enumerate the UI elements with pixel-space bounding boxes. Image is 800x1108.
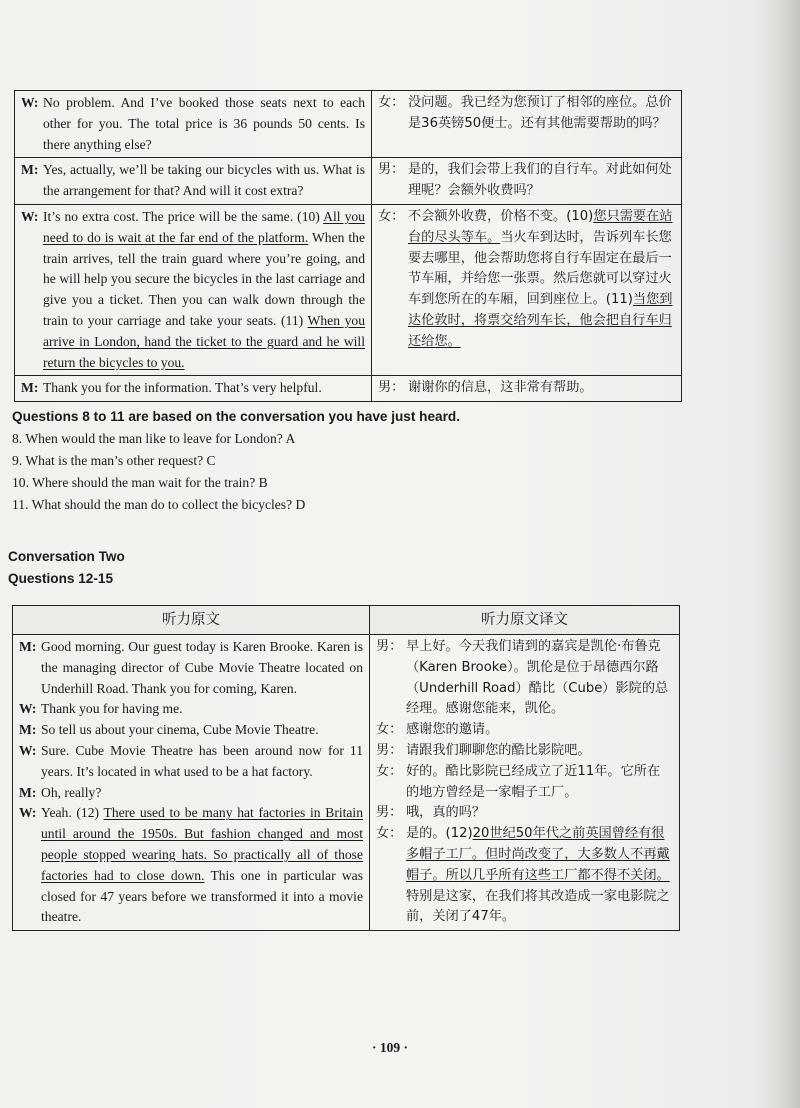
dialogue-row bbox=[15, 91, 682, 158]
underlined-answer: When you arrive in London, hand the ticket to the guard and he will return the bicycles to you. bbox=[43, 312, 366, 370]
text-segment: 没问题。我已经为您预订了相邻的座位。总价是36英镑50便士。还有其他需要帮助的吗？ bbox=[408, 95, 672, 131]
question-item: 9. What is the man’s other request? C bbox=[12, 453, 216, 468]
transcript-line bbox=[21, 160, 365, 202]
translation-line bbox=[378, 93, 675, 135]
transcript-cell bbox=[15, 204, 372, 375]
text-segment: 谢谢你的信息，这非常有帮助。 bbox=[408, 380, 593, 396]
underlined-answer: 当您到达伦敦时，将票交给列车长，他会把自行车归还给您。 bbox=[408, 292, 673, 349]
translation-line bbox=[376, 824, 673, 928]
speaker-label: W: bbox=[19, 805, 37, 821]
speaker-label: W: bbox=[19, 701, 37, 717]
text-segment: Oh, really? bbox=[41, 784, 102, 800]
transcript-line bbox=[21, 93, 365, 155]
speaker-label: 女： bbox=[376, 722, 403, 738]
transcript-cell bbox=[15, 376, 372, 402]
speaker-label: W: bbox=[21, 95, 39, 110]
speaker-label: 男： bbox=[376, 805, 403, 821]
speaker-label: 男： bbox=[378, 162, 405, 178]
translation-line bbox=[376, 637, 673, 720]
header-translation: 听力原文译文 bbox=[370, 606, 680, 635]
text-segment: This one in particular was closed for 47 years before we transformed it into a movie theatre. bbox=[41, 867, 363, 925]
transcript-line bbox=[21, 378, 365, 399]
transcript-line bbox=[19, 783, 363, 804]
transcript-line bbox=[19, 699, 363, 720]
question-item: 10. Where should the man wait for the train? B bbox=[12, 475, 268, 490]
speaker-label: W: bbox=[21, 208, 39, 224]
underlined-answer: There used to be many hat factories in Britain until around the 1950s. But fashion changed and most people stopped wearing hats. So practically all of those factories had to close down. bbox=[41, 805, 364, 883]
translation-line bbox=[378, 378, 675, 399]
text-segment: 不会额外收费，价格不变。(10) bbox=[408, 208, 594, 224]
text-segment: Yes, actually, we’ll be taking our bicycles with us. What is the arrangement for that? And will it cost extra? bbox=[43, 162, 365, 199]
text-segment: No problem. And I’ve booked those seats next to each other for you. The total price is 36 pounds 50 cents. Is there anything else? bbox=[43, 95, 365, 152]
speaker-label: M: bbox=[19, 784, 37, 800]
speaker-label: M: bbox=[21, 162, 39, 178]
utterance-text bbox=[406, 637, 673, 720]
utterance-text bbox=[43, 207, 365, 373]
speaker-label: W: bbox=[19, 742, 37, 758]
speaker-label: 男： bbox=[376, 742, 403, 758]
translation-line bbox=[376, 741, 673, 762]
text-segment: Yeah. (12) bbox=[41, 805, 104, 821]
underlined-answer: 20世纪50年代之前英国曾经有很多帽子工厂。但时尚改变了，大多数人不再戴帽子。所以几乎所有这些工厂都不得不关闭。 bbox=[406, 826, 670, 883]
utterance-text bbox=[408, 207, 675, 353]
utterance-text bbox=[408, 378, 675, 399]
text-segment: Thank you for having me. bbox=[41, 701, 183, 717]
translation-line bbox=[378, 207, 675, 353]
utterance-text bbox=[41, 637, 363, 699]
utterance-text bbox=[41, 783, 363, 804]
translation-cell bbox=[372, 91, 682, 158]
text-segment: 是的。(12) bbox=[406, 826, 473, 842]
transcript-line bbox=[19, 803, 363, 928]
section-subtitle: Questions 12-15 bbox=[8, 571, 114, 586]
utterance-text bbox=[41, 803, 363, 928]
translation-cell bbox=[372, 204, 682, 375]
utterance-text bbox=[41, 699, 363, 720]
transcript-line bbox=[21, 207, 365, 373]
dialogue-row bbox=[15, 158, 682, 205]
utterance-text bbox=[41, 741, 363, 783]
utterance-text bbox=[43, 378, 365, 399]
transcript-cell bbox=[15, 158, 372, 205]
utterance-text bbox=[43, 160, 365, 202]
page-edge bbox=[778, 0, 800, 1108]
translation-line bbox=[376, 762, 673, 804]
speaker-label: 男： bbox=[378, 380, 405, 396]
underlined-answer: 您只需要在站台的尽头等车。 bbox=[408, 208, 673, 245]
speaker-label: 男： bbox=[376, 639, 403, 654]
text-segment: Good morning. Our guest today is Karen Brooke. Karen is the managing director of Cube Movie Theatre located on Underhill Road. Thank you for coming, Karen. bbox=[41, 639, 363, 696]
speaker-label: 女： bbox=[376, 826, 403, 842]
text-segment: 感谢您的邀请。 bbox=[406, 722, 499, 738]
translation-line bbox=[378, 160, 675, 202]
translation-cell bbox=[372, 158, 682, 205]
utterance-text bbox=[408, 160, 675, 202]
utterance-text bbox=[43, 93, 365, 155]
text-segment: 请跟我们聊聊您的酷比影院吧。 bbox=[406, 742, 591, 758]
dialogue-row bbox=[15, 376, 682, 402]
text-segment: 是的，我们会带上我们的自行车。对此如何处理呢？会额外收费吗？ bbox=[408, 162, 672, 199]
dialogue-row bbox=[15, 204, 682, 375]
text-segment: 特别是这家，在我们将其改造成一家电影院之前，关闭了47年。 bbox=[406, 888, 670, 925]
transcript-cell bbox=[15, 91, 372, 158]
speaker-label: M: bbox=[21, 380, 39, 396]
speaker-label: M: bbox=[19, 722, 37, 738]
text-segment: 好的。酷比影院已经成立了近11年。它所在的地方曾经是一家帽子工厂。 bbox=[406, 763, 661, 800]
text-segment: 当火车到达时，告诉列车长您要去哪里，他会帮助您将自行车固定在最后一节车厢，并给您一张票。然后您就可以穿过火车到您所在的车厢，回到座位上。(11) bbox=[408, 229, 672, 308]
dialogue-table-2 bbox=[12, 605, 680, 931]
translation-line bbox=[376, 720, 673, 741]
translation-cell bbox=[372, 376, 682, 402]
text-segment: 早上好。今天我们请到的嘉宾是凯伦·布鲁克（Karen Brooke）。凯伦是位于昂德西尔路（Underhill Road）酷比（Cube）影院的总经理。感谢您能来，凯伦。 bbox=[406, 639, 669, 717]
speaker-label: 女： bbox=[376, 763, 403, 779]
utterance-text bbox=[406, 762, 673, 804]
speaker-label: 女： bbox=[378, 208, 405, 224]
transcript-line bbox=[19, 741, 363, 783]
dialogue-table-1 bbox=[14, 90, 682, 402]
underlined-answer: All you need to do is wait at the far end of the platform. bbox=[43, 208, 365, 245]
section-title: Conversation Two bbox=[8, 549, 125, 564]
text-segment: 哦，真的吗？ bbox=[406, 805, 486, 821]
utterance-text bbox=[406, 803, 673, 824]
text-segment: Thank you for the information. That’s very helpful. bbox=[43, 380, 322, 396]
transcript-cell bbox=[13, 635, 370, 931]
utterance-text bbox=[41, 720, 363, 741]
speaker-label: 女： bbox=[378, 95, 405, 110]
text-segment: So tell us about your cinema, Cube Movie Theatre. bbox=[41, 722, 319, 738]
utterance-text bbox=[406, 824, 673, 928]
transcript-line bbox=[19, 637, 363, 699]
speaker-label: M: bbox=[19, 639, 37, 654]
text-segment: It’s no extra cost. The price will be the same. (10) bbox=[43, 208, 324, 224]
transcript-line bbox=[19, 720, 363, 741]
questions-heading: Questions 8 to 11 are based on the conversation you have just heard. bbox=[12, 409, 460, 424]
page-number: · 109 · bbox=[372, 1040, 409, 1055]
header-transcript: 听力原文 bbox=[13, 606, 370, 635]
text-segment: When the train arrives, tell the train guard where you’re going, and he will help you secure the bicycles in the last carriage and give you a ticket. Then you can walk down through the train to your carriage and take your seats. (11) bbox=[43, 229, 365, 328]
translation-line bbox=[376, 803, 673, 824]
utterance-text bbox=[406, 741, 673, 762]
question-item: 8. When would the man like to leave for London? A bbox=[12, 431, 296, 446]
text-segment: Sure. Cube Movie Theatre has been around now for 11 years. It’s located in what used to be a hat factory. bbox=[41, 742, 363, 779]
utterance-text bbox=[408, 93, 675, 135]
question-item: 11. What should the man do to collect the bicycles? D bbox=[12, 497, 306, 512]
utterance-text bbox=[406, 720, 673, 741]
translation-cell bbox=[370, 635, 680, 931]
